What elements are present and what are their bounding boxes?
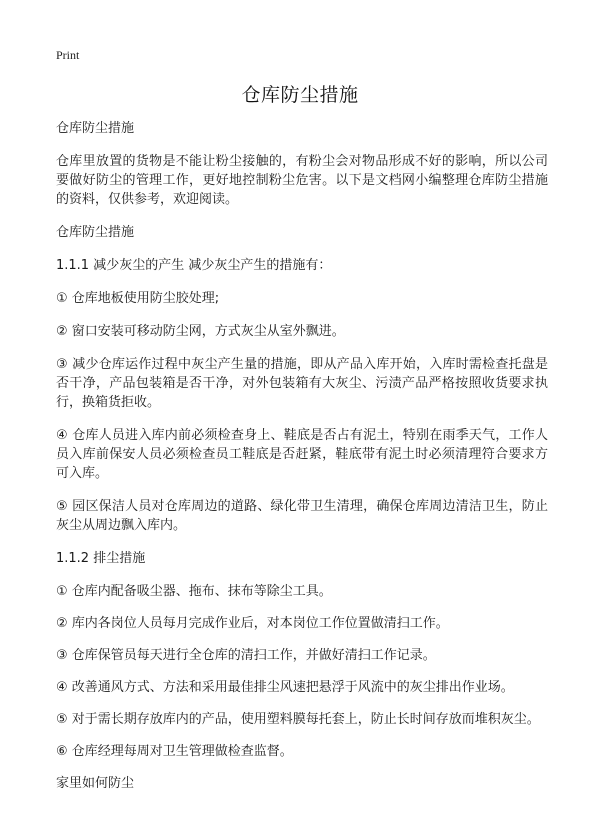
list-item: ③ 减少仓库运作过程中灰尘产生量的措施，即从产品入库开始，入库时需检查托盘是否干净，产品包装箱是否干净，对外包装箱有大灰尘、污渍产品严格按照收货要求执行，换箱货拒收。 bbox=[56, 357, 548, 410]
list-item: ② 窗口安装可移动防尘网，方式灰尘从室外飘进。 bbox=[56, 324, 345, 339]
list-item: ④ 仓库人员进入库内前必须检查身上、鞋底是否占有泥土，特别在雨季天气，工作人员入库前保安人员必须检查员工鞋底是否赶紧，鞋底带有泥土时必须清理符合要求方可入库。 bbox=[56, 428, 548, 481]
list-item: ⑤ 对于需长期存放库内的产品，使用塑料膜每托套上，防止长时间存放而堆积灰尘。 bbox=[56, 712, 540, 727]
subsection-heading: 1.1.1 减少灰尘的产生 减少灰尘产生的措施有： bbox=[56, 258, 332, 273]
list-item: ② 库内各岗位人员每月完成作业后，对本岗位工作位置做清扫工作。 bbox=[56, 616, 449, 631]
list-item: ① 仓库内配备吸尘器、拖布、抹布等除尘工具。 bbox=[56, 584, 332, 599]
print-label: Print bbox=[56, 48, 80, 62]
list-item: ⑤ 园区保洁人员对仓库周边的道路、绿化带卫生清理，确保仓库周边清洁卫生，防止灰尘从周边飘入库内。 bbox=[56, 499, 548, 533]
list-item: ① 仓库地板使用防尘胶处理; bbox=[56, 291, 220, 306]
list-item: ④ 改善通风方式、方法和采用最佳排尘风速把悬浮于风流中的灰尘排出作业场。 bbox=[56, 680, 514, 695]
section-heading: 家里如何防尘 bbox=[56, 776, 135, 791]
subsection-heading: 1.1.2 排尘措施 bbox=[56, 551, 146, 566]
list-item: ⑥ 仓库经理每周对卫生管理做检查监督。 bbox=[56, 744, 293, 759]
section-heading: 仓库防尘措施 bbox=[56, 225, 135, 240]
document-body bbox=[56, 119, 548, 806]
intro-paragraph: 仓库里放置的货物是不能让粉尘接触的，有粉尘会对物品形成不好的影响，所以公司要做好防尘的管理工作，更好地控制粉尘危害。以下是文档网小编整理仓库防尘措施的资料，仅供参考，欢迎阅读。 bbox=[56, 154, 548, 207]
section-heading: 仓库防尘措施 bbox=[56, 121, 135, 136]
document-title: 仓库防尘措施 bbox=[241, 84, 359, 106]
list-item: ③ 仓库保管员每天进行全仓库的清扫工作，并做好清扫工作记录。 bbox=[56, 648, 436, 663]
